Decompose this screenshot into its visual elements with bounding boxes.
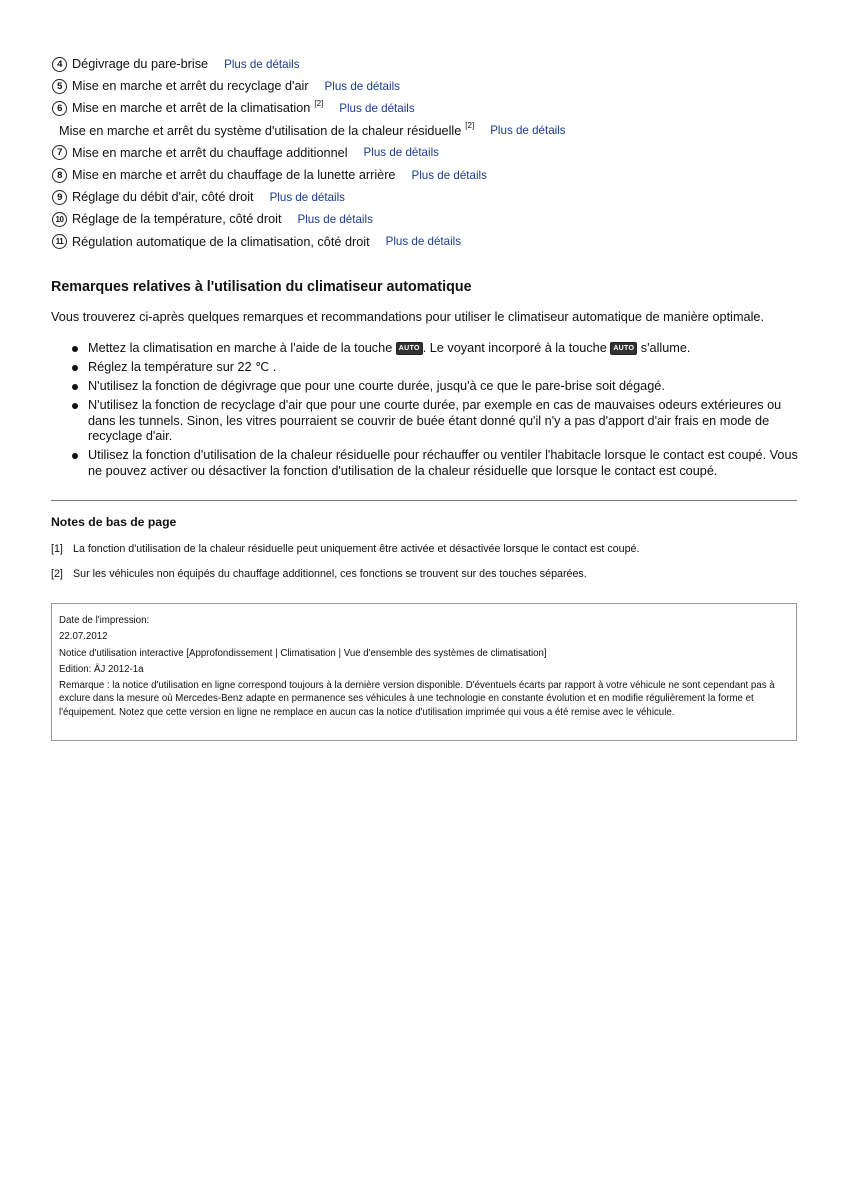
divider [51,500,797,501]
more-details-link[interactable]: Plus de détails [490,124,566,138]
number-9-icon: 9 [52,190,67,205]
document-path: Notice d'utilisation interactive [Approfondissement | Climatisation | Vue d'ensemble des systèmes de climatisation] [59,647,547,659]
footnote-2 [51,568,587,580]
control-item [52,186,792,208]
footnote-key: [2] [51,568,63,580]
control-label: Réglage du débit d'air, côté droit [72,190,254,205]
more-details-link[interactable]: Plus de détails [411,168,487,182]
control-label: Mise en marche et arrêt du chauffage additionnel [72,145,348,160]
more-details-link[interactable]: Plus de détails [269,190,345,204]
list-item: N'utilisez la fonction de recyclage d'air que pour une courte durée, par exemple en cas de mauvaises odeurs extérieures ou dans les tunnels. Sinon, les vitres pourraient se couvrir de buée étant donné qu'il n'y a pas d'apport d'air frais en mode de recyclage d'air. [70,398,800,445]
control-item [52,164,792,186]
control-item [52,231,792,253]
list-item: Utilisez la fonction d'utilisation de la chaleur résiduelle pour réchauffer ou ventiler l'habitacle lorsque le contact est coupé. Vous ne pouvez activer ou désactiver la fonction d'utilisation de la chaleur résiduelle que lorsque le contact est coupé. [70,448,800,479]
auto-button-icon: AUTO [610,342,637,355]
control-item [52,75,792,97]
list-item: Réglez la température sur 22 ℃ . [70,360,800,376]
number-10-icon: 10 [52,212,67,227]
list-item: N'utilisez la fonction de dégivrage que pour une courte durée, jusqu'à ce que le pare-brise soit dégagé. [70,379,800,395]
remark-text: Remarque : la notice d'utilisation en ligne correspond toujours à la dernière version disponible. D'éventuels écarts par rapport à votre véhicule ne sont cependant pas à exclure dans la mesure où Mercedes-Benz adapte en permanence ses véhicules à une technologie en constante évolution et en modifie régulièrement la forme et l'équipement. Notez que cette version en ligne ne remplace en aucun cas la notice d'utilisation imprimée qui vous a été remise avec le véhicule. [59,679,775,719]
number-7-icon: 7 [52,145,67,160]
footnote-text: Sur les véhicules non équipés du chauffage additionnel, ces fonctions se trouvent sur des touches séparées. [73,568,587,580]
control-label: Mise en marche et arrêt du recyclage d'air [72,79,309,94]
footnote-key: [1] [51,543,63,555]
control-item [52,53,792,75]
control-label: Mise en marche et arrêt de la climatisation [72,101,311,116]
footnote-ref: [2] [314,98,324,108]
number-6-icon: 6 [52,101,67,116]
number-8-icon: 8 [52,168,67,183]
list-item [70,341,800,357]
auto-button-icon: AUTO [396,342,423,355]
more-details-link[interactable]: Plus de détails [297,212,373,226]
number-5-icon: 5 [52,79,67,94]
control-item [52,208,792,230]
print-info-box [51,603,797,741]
control-item [52,142,792,164]
more-details-link[interactable]: Plus de détails [224,57,300,71]
print-date: 22.07.2012 [59,631,108,643]
footnote-text: La fonction d'utilisation de la chaleur résiduelle peut uniquement être activée et désactivée lorsque le contact est coupé. [73,543,640,555]
control-list [52,53,792,253]
number-11-icon: 11 [52,234,67,249]
control-label: Réglage de la température, côté droit [72,212,282,227]
tips-list [70,341,800,483]
footnote-ref: [2] [465,121,475,131]
more-details-link[interactable]: Plus de détails [363,146,439,160]
control-item [52,120,792,142]
number-4-icon: 4 [52,57,67,72]
control-label: Dégivrage du pare-brise [72,57,209,72]
control-item [52,97,792,119]
control-label: Mise en marche et arrêt du chauffage de la lunette arrière [72,168,396,183]
tip-text: s'allume. [637,341,691,355]
more-details-link[interactable]: Plus de détails [339,101,415,115]
more-details-link[interactable]: Plus de détails [385,235,462,249]
tip-text: . Le voyant incorporé à la touche [422,341,607,355]
footnotes-title: Notes de bas de page [51,515,177,529]
footnote-1 [51,543,639,555]
section-title: Remarques relatives à l'utilisation du climatiseur automatique [51,279,472,295]
section-intro: Vous trouverez ci-après quelques remarques et recommandations pour utiliser le climatiseur automatique de manière optimale. [51,310,764,324]
control-label: Régulation automatique de la climatisation, côté droit [72,234,370,249]
print-date-label: Date de l'impression: [59,615,150,626]
edition: Edition: ÄJ 2012-1a [59,664,144,676]
control-label: Mise en marche et arrêt du système d'utilisation de la chaleur résiduelle [59,123,462,138]
more-details-link[interactable]: Plus de détails [324,79,400,93]
tip-text: Mettez la climatisation en marche à l'aide de la touche [88,341,393,355]
